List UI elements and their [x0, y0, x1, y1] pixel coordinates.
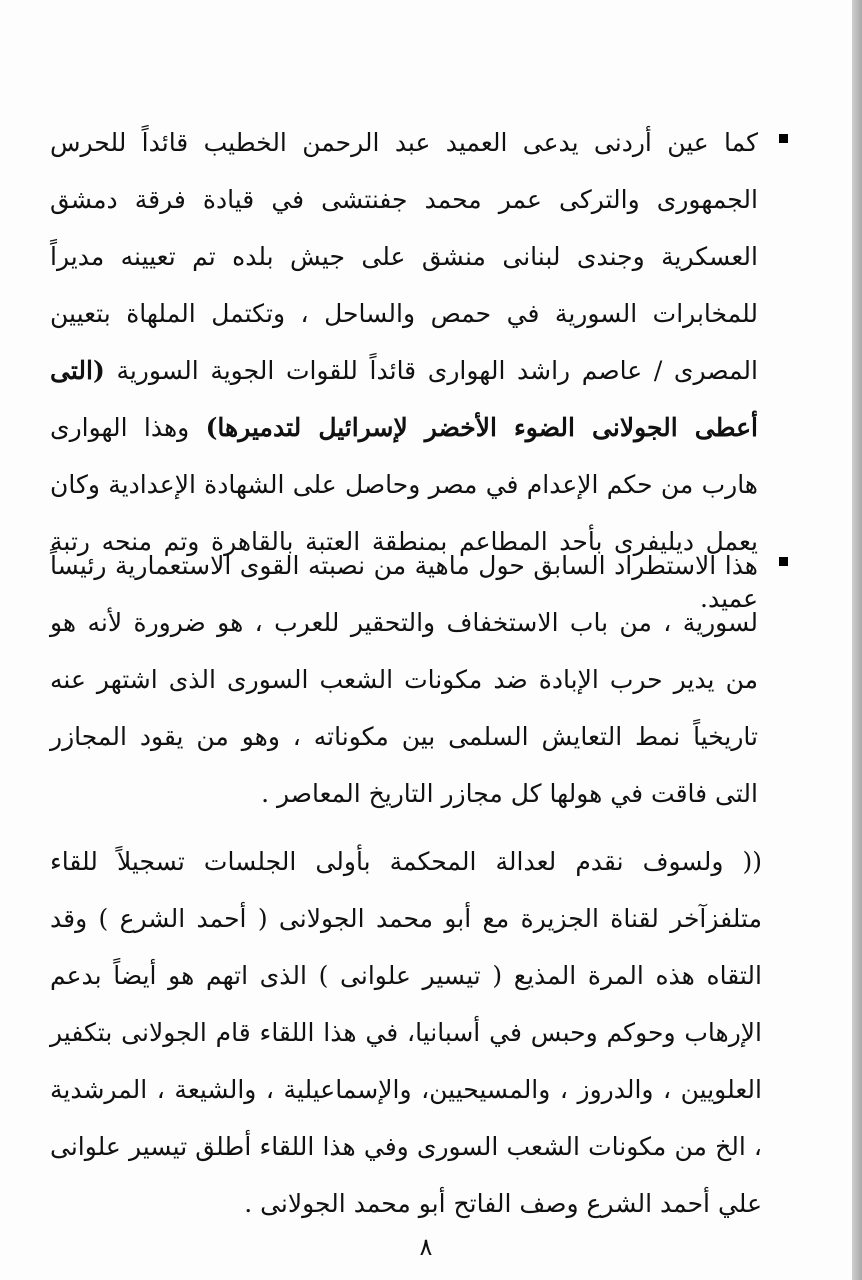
paragraph-3: [50, 833, 762, 1232]
bullet-item-1-text-part1: كما عين أردنى يدعى العميد عبد الرحمن الخطيب قائداً للحرس الجمهورى والتركى عمر محمد جفنتشى في قيادة فرقة دمشق العسكرية وجندى لبنانى منشق على جيش بلده تم تعيينه مديراً للمخابرات السورية في حمص والساحل ، وتكتمل الملهاة بتعيين المصرى / عاصم راشد الهوارى قائداً للقوات الجوية السورية: [50, 128, 758, 385]
bullet-item-1-bold-text: (التى أعطى الجولانى الضوء الأخضر لإسرائيل لتدميرها): [50, 356, 758, 442]
bullet-item-2: [50, 537, 788, 822]
page-number: ٨: [419, 1233, 433, 1261]
page-edge: [852, 0, 862, 1280]
square-bullet-icon: [779, 557, 788, 566]
paragraph-3-text: (( ولسوف نقدم لعدالة المحكمة بأولى الجلسات تسجيلاً للقاء متلفزآخر لقناة الجزيرة مع أبو محمد الجولانى ( أحمد الشرع ) وقد التقاه هذه المرة المذيع ( تيسير علوانى ) الذى اتهم هو أيضاً بدعم الإرهاب وحوكم وحبس في أسبانيا، في هذا اللقاء قام الجولانى بتكفير العلويين ، والدروز ، والمسيحيين، والإسماعيلية ، والشيعة ، المرشدية ، الخ من مكونات الشعب السورى وفي هذا اللقاء أطلق تيسير علوانى علي أحمد الشرع وصف الفاتح أبو محمد الجولانى .: [50, 847, 762, 1218]
bullet-item-1-text-part2: وهذا الهوارى هارب من حكم الإعدام في مصر وحاصل على الشهادة الإعدادية وكان يعمل ديليفرى بأحد المطاعم بمنطقة العتبة بالقاهرة وتم منحه رتبة عميد.: [50, 413, 758, 613]
square-bullet-icon: [779, 134, 788, 143]
bullet-item-2-text: هذا الاستطراد السابق حول ماهية من نصبته القوى الاستعمارية رئيساً لسورية ، من باب الاستخفاف والتحقير للعرب ، هو ضرورة لأنه هو من يدير حرب الإبادة ضد مكونات الشعب السورى الذى اشتهر عنه تاريخياً نمط التعايش السلمى بين مكوناته ، وهو من يقود المجازر التى فاقت في هولها كل مجازر التاريخ المعاصر .: [50, 551, 758, 808]
